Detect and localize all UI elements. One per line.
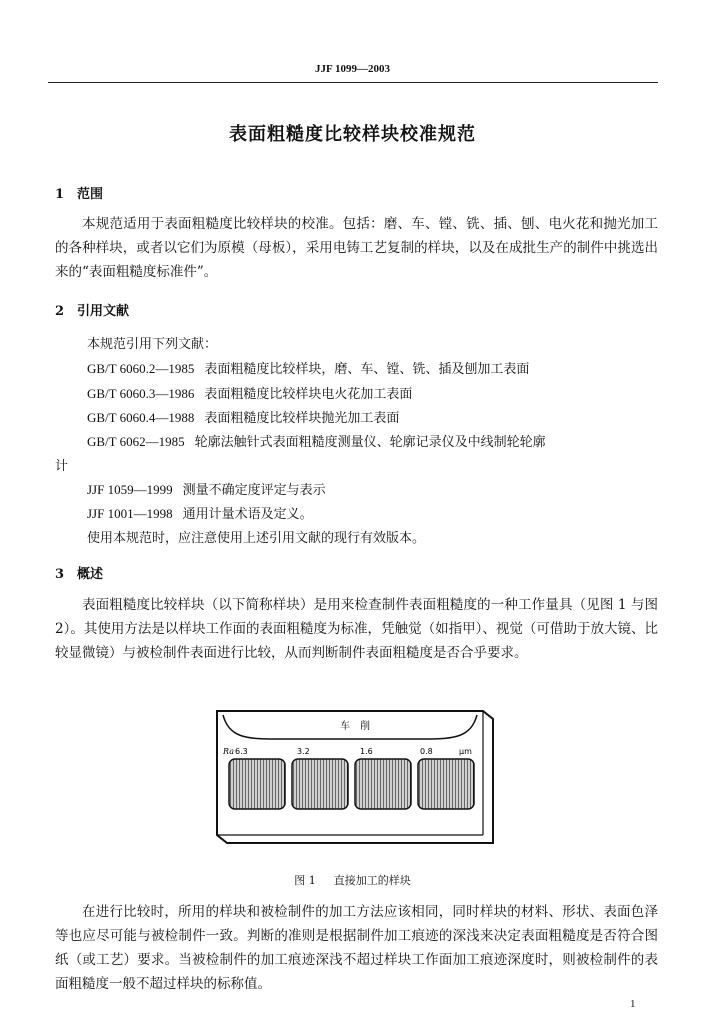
reference-wrap: 计 [55,459,69,474]
figure-1 [215,707,495,847]
page-number: 1 [630,998,636,1010]
reference-title: 表面粗糙度比较样块抛光加工表面 [204,411,400,426]
section-2-number: 2 [55,304,65,319]
reference-title: 表面粗糙度比较样块电火花加工表面 [204,387,413,402]
comparison-paragraph: 在进行比较时，所用的样块和被检制件的加工方法应该相同，同时样块的材料、形状、表面色泽等也应尽可能与被检制件一致。判断的准则是根据制件加工痕迹的深浅来决定表面粗糙度是否符合图纸（或工艺）要求。当被检制件的加工痕迹深浅不超过样块工作面加工痕迹深度时，则被检制件的表面粗糙度一般不超过样块的标称值。 [55,904,658,992]
refs-intro: 本规范引用下列文献： [87,337,218,352]
ra-label: Ra [223,747,234,756]
sample-block-drawing [215,707,495,847]
section-3-heading [55,563,103,582]
reference-code: GB/T 6060.2—1985 [87,361,195,376]
unit-label: μm [459,747,472,756]
ra-value: 0.8 [420,747,433,756]
section-1-title: 范围 [77,187,104,202]
reference-code: JJF 1001—1998 [87,506,173,521]
refs-outro: 使用本规范时，应注意使用上述引用文献的现行有效版本。 [87,531,426,546]
figure-caption-number: 图 1 [294,874,316,887]
reference-code: JJF 1059—1999 [87,482,173,497]
ra-value: 6.3 [235,747,248,756]
section-3-number: 3 [55,567,65,582]
figure-caption-text: 直接加工的样块 [333,874,411,887]
sample-surface [355,759,411,809]
ra-value: 1.6 [360,747,373,756]
reference-title: 测量不确定度评定与表示 [182,483,326,498]
section-1-number: 1 [55,187,65,202]
header-rule [48,82,658,83]
reference-item [87,407,399,426]
overview-paragraph: 表面粗糙度比较样块（以下简称样块）是用来检查制件表面粗糙度的一种工作量具（见图 1 与图 2）。其使用方法是以样块工作面的表面粗糙度为标准，凭触觉（如指甲）、视觉（可借助于放大镜、比较显微镜）与被检制件表面进行比较，从而判断制件表面粗糙度是否合乎要求。 [55,597,658,661]
header-code: JJF 1099—2003 [314,63,391,75]
reference-code: GB/T 6062—1985 [87,434,185,449]
section-2-heading [55,300,129,319]
section-2-title: 引用文献 [77,304,130,319]
reference-code: GB/T 6060.3—1986 [87,386,195,401]
figure-label: 车 削 [340,721,370,732]
reference-item [87,383,412,402]
figure-caption [0,872,705,888]
reference-title: 轮廓法触针式表面粗糙度测量仪、轮廓记录仪及中线制轮轮廓 [194,435,546,450]
section-3-title: 概述 [77,567,104,582]
sample-surface [292,759,348,809]
reference-title: 表面粗糙度比较样块，磨、车、镗、铣、插及刨加工表面 [204,362,530,377]
reference-item [87,358,529,377]
scope-paragraph: 本规范适用于表面粗糙度比较样块的校准。包括：磨、车、镗、铣、插、刨、电火花和抛光加工的各种样块，或者以它们为原模（母板），采用电铸工艺复制的样块，以及在成批生产的制件中挑选出来的“表面粗糙度标准件”。 [55,216,658,280]
ra-value: 3.2 [297,747,310,756]
reference-code: GB/T 6060.4—1988 [87,410,195,425]
reference-item [87,503,313,522]
page-title: 表面粗糙度比较样块校准规范 [229,124,476,145]
reference-item [87,479,326,498]
section-1-heading [55,183,103,202]
sample-surface [418,759,474,809]
reference-item [87,431,546,450]
reference-title: 通用计量术语及定义。 [182,507,313,522]
sample-surface [229,759,285,809]
